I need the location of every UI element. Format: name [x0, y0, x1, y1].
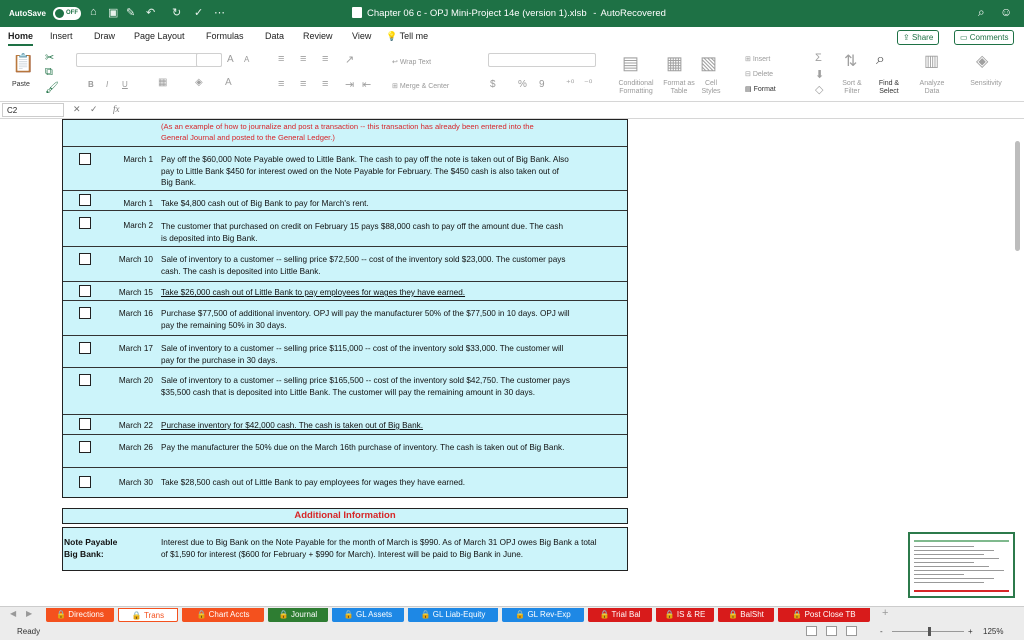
- cell-styles-icon[interactable]: ▧: [700, 53, 718, 73]
- additional-info-heading: Additional Information: [62, 508, 628, 524]
- borders-icon[interactable]: ▦: [158, 77, 168, 88]
- transaction-checkbox[interactable]: [79, 194, 91, 206]
- transaction-checkbox[interactable]: [79, 307, 91, 319]
- paste-label: Paste: [12, 81, 30, 88]
- align-left-icon[interactable]: ≡: [278, 78, 285, 90]
- find-select-icon[interactable]: ⌕: [876, 51, 885, 68]
- merge-center-button[interactable]: ⊞ Merge & Center: [392, 83, 450, 90]
- transaction-checkbox[interactable]: [79, 418, 91, 430]
- file-icon: [352, 7, 362, 18]
- transaction-text: Purchase inventory for $42,000 cash. The cash is taken out of Big Bank.: [161, 421, 424, 430]
- italic-button[interactable]: I: [106, 80, 109, 89]
- ribbon-tabs: [0, 27, 1024, 47]
- sheet-tab-trans[interactable]: 🔒 Trans: [118, 608, 178, 622]
- tab-home[interactable]: Home: [8, 31, 33, 46]
- page-layout-view-icon[interactable]: [826, 626, 837, 636]
- page-break-view-icon[interactable]: [846, 626, 857, 636]
- transaction-date: March 17: [118, 344, 153, 353]
- decrease-decimal-icon[interactable]: ⁻⁰: [584, 78, 593, 88]
- status-ready: Ready: [17, 627, 41, 636]
- table-row: [63, 190, 627, 208]
- transaction-checkbox[interactable]: [79, 253, 91, 265]
- sheet-thumbnail[interactable]: [908, 532, 1015, 598]
- zoom-slider-handle[interactable]: [928, 627, 931, 636]
- format-as-table-icon[interactable]: ▦: [666, 53, 684, 73]
- transaction-date: March 16: [118, 309, 153, 318]
- fill-icon[interactable]: ⬇: [815, 69, 825, 81]
- transaction-checkbox[interactable]: [79, 374, 91, 386]
- cut-icon[interactable]: ✂: [45, 52, 55, 64]
- tab-view[interactable]: View: [352, 31, 372, 41]
- transaction-checkbox[interactable]: [79, 153, 91, 165]
- account-icon[interactable]: ☺: [1000, 5, 1013, 19]
- transaction-text: Sale of inventory to a customer -- selling price $115,000 -- cost of the inventory sold $33,000. The customer will pay for the purchase in 30 days.: [161, 344, 564, 365]
- sort-filter-button[interactable]: Sort & Filter: [842, 80, 862, 95]
- insert-cells-button[interactable]: ⊞ Insert: [745, 56, 771, 63]
- transaction-text: Sale of inventory to a customer -- selling price $165,500 -- cost of the inventory sold $42,750. The customer pays $35,500 cash that is deposited into Little Bank. The customer will pay the remaining amount in 30 days.: [161, 376, 570, 397]
- font-size-select[interactable]: [196, 53, 222, 67]
- transaction-checkbox[interactable]: [79, 217, 91, 229]
- tab-insert[interactable]: Insert: [50, 31, 73, 41]
- sheet-tab-bar: [0, 606, 1024, 622]
- more-icon[interactable]: ⋯: [214, 7, 225, 19]
- analyze-data-button[interactable]: Analyze Data: [919, 80, 945, 95]
- redo-icon[interactable]: ↻: [172, 7, 182, 19]
- delete-cells-button[interactable]: ⊟ Delete: [745, 71, 774, 78]
- tab-draw[interactable]: Draw: [94, 31, 116, 41]
- sheet-tab-balsht[interactable]: 🔒 BalSht: [718, 608, 774, 622]
- sheet-tab-journal[interactable]: 🔒 Journal: [268, 608, 328, 622]
- align-right-icon[interactable]: ≡: [322, 78, 329, 90]
- transaction-checkbox[interactable]: [79, 285, 91, 297]
- normal-view-icon[interactable]: [806, 626, 817, 636]
- document-title: Chapter 06 c - OPJ Mini-Project 14e (version 1).xlsb - AutoRecovered: [352, 7, 666, 19]
- align-middle-icon[interactable]: ≡: [300, 53, 307, 65]
- transaction-text: Take $4,800 cash out of Big Bank to pay for March's rent.: [161, 199, 369, 208]
- autosum-icon[interactable]: Σ: [815, 52, 822, 64]
- title-bar: [0, 0, 1024, 27]
- autorecovered-status[interactable]: AutoRecovered: [600, 8, 666, 19]
- transaction-date: March 10: [118, 255, 153, 264]
- cancel-icon[interactable]: ✕: [73, 104, 81, 114]
- transaction-text: Sale of inventory to a customer -- selling price $72,500 -- cost of the inventory sold $23,000. The customer pays cash. The cash is deposited into Little Bank.: [161, 255, 566, 276]
- ribbon: [0, 47, 1024, 102]
- sheet-tab-is-re[interactable]: 🔒 IS & RE: [656, 608, 714, 622]
- tab-formulas[interactable]: Formulas: [206, 31, 244, 41]
- thumbnail-preview: [910, 534, 1013, 596]
- transaction-checkbox[interactable]: [79, 441, 91, 453]
- transaction-text: Take $26,000 cash out of Little Bank to pay employees for wages they have earned.: [161, 288, 466, 297]
- wrap-text-button[interactable]: ↩ Wrap Text: [392, 59, 432, 66]
- conditional-formatting-icon[interactable]: ▤: [622, 53, 640, 73]
- table-row: [63, 414, 627, 430]
- sheet-tab-gl-rev-exp[interactable]: 🔒 GL Rev-Exp: [502, 608, 584, 622]
- note-payable-text: Interest due to Big Bank on the Note Payable for the month of March is $990. As of March 31 OPJ owes Big Bank a total of $1,590 for interest ($600 for February + $990 for March). Interest will be paid to Big Bank in June.: [161, 538, 597, 559]
- sheet-tab-trial-bal[interactable]: 🔒 Trial Bal: [588, 608, 652, 622]
- indent-icon[interactable]: ⇥: [345, 79, 355, 91]
- align-center-icon[interactable]: ≡: [300, 78, 307, 90]
- name-box[interactable]: C2: [2, 103, 64, 117]
- transaction-date: March 26: [118, 443, 153, 452]
- transaction-date: March 1: [123, 155, 153, 164]
- tab-page-layout[interactable]: Page Layout: [134, 31, 185, 41]
- transaction-date: March 1: [123, 199, 153, 208]
- orientation-icon[interactable]: ↗: [345, 54, 355, 66]
- sheet-tab-chart-accts[interactable]: 🔒 Chart Accts: [182, 608, 264, 622]
- vertical-scrollbar[interactable]: [1015, 141, 1020, 251]
- bold-button[interactable]: B: [88, 80, 94, 89]
- add-sheet-button[interactable]: +: [882, 607, 889, 619]
- currency-button[interactable]: $: [490, 79, 496, 90]
- table-row: [63, 335, 627, 365]
- format-cells-button[interactable]: ▤ Format: [745, 86, 776, 93]
- sheet-tab-gl-assets[interactable]: 🔒 GL Assets: [332, 608, 404, 622]
- underline-button[interactable]: U: [122, 80, 128, 89]
- outdent-icon[interactable]: ⇤: [362, 79, 372, 91]
- format-painter-icon[interactable]: 🖌: [45, 82, 59, 94]
- tab-review[interactable]: Review: [303, 31, 333, 41]
- zoom-in-button[interactable]: +: [968, 627, 973, 636]
- fx-icon[interactable]: fx: [113, 104, 120, 114]
- number-format-select[interactable]: [488, 53, 596, 67]
- transaction-checkbox[interactable]: [79, 476, 91, 488]
- comments-button[interactable]: ▭ Comments: [954, 30, 1014, 45]
- additional-info-panel: [62, 527, 628, 571]
- enter-icon[interactable]: ✓: [90, 104, 98, 114]
- transaction-text: Take $28,500 cash out of Little Bank to pay employees for wages they have earned.: [161, 478, 466, 487]
- table-row: [63, 367, 627, 397]
- spelling-icon[interactable]: ✓: [194, 7, 204, 19]
- cell-styles-button[interactable]: Cell Styles: [701, 80, 721, 95]
- save-icon[interactable]: ▣: [108, 7, 119, 19]
- tell-me[interactable]: 💡 Tell me: [386, 31, 429, 41]
- shrink-font-button[interactable]: A: [244, 55, 250, 64]
- table-row: [63, 210, 627, 243]
- grow-font-button[interactable]: A: [227, 54, 234, 65]
- lightbulb-icon: 💡: [386, 31, 398, 41]
- transactions-panel: [62, 119, 628, 498]
- transaction-text: Pay off the $60,000 Note Payable owed to Little Bank. The cash to pay off the note is taken out of Big Bank. Also pay to Little Bank $450 for interest owed on the Note Payable for February. The $450 cash is also taken out of Big Bank.: [161, 155, 569, 187]
- sheet-tab-gl-liab-equity[interactable]: 🔒 GL Liab-Equity: [408, 608, 498, 622]
- transaction-text: The customer that purchased on credit on February 15 pays $88,000 cash to pay off the amount due. The cash is deposited into Big Bank.: [161, 222, 564, 243]
- example-note: (As an example of how to journalize and post a transaction -- this transaction has already been entered into the General Journal and posted to the General Ledger.): [161, 122, 534, 142]
- transaction-date: March 30: [118, 478, 153, 487]
- percent-button[interactable]: %: [518, 79, 527, 90]
- conditional-formatting-button[interactable]: Conditional Formatting: [618, 80, 654, 95]
- tab-data[interactable]: Data: [265, 31, 285, 41]
- table-row: [63, 281, 627, 297]
- next-sheet-icon[interactable]: ▶: [26, 609, 33, 618]
- sheet-tab-post-close-tb[interactable]: 🔒 Post Close TB: [778, 608, 870, 622]
- sheet-tab-directions[interactable]: 🔒 Directions: [46, 608, 114, 622]
- edit-icon[interactable]: ✎: [126, 7, 136, 19]
- clear-icon[interactable]: ◇: [815, 84, 824, 96]
- note-payable-label: Note Payable Big Bank:: [64, 537, 118, 559]
- formula-bar: [0, 102, 1024, 119]
- transaction-date: March 2: [123, 221, 153, 230]
- transaction-checkbox[interactable]: [79, 342, 91, 354]
- share-button[interactable]: ⇪ Share: [897, 30, 939, 45]
- sensitivity-icon[interactable]: ◈: [976, 53, 989, 70]
- worksheet: [0, 119, 1024, 606]
- increase-decimal-icon[interactable]: ⁺⁰: [566, 78, 575, 88]
- table-row: [63, 246, 627, 276]
- align-bottom-icon[interactable]: ≡: [322, 53, 329, 65]
- undo-icon[interactable]: ↶: [146, 7, 156, 19]
- table-row: [63, 146, 627, 187]
- format-as-table-button[interactable]: Format as Table: [663, 80, 695, 95]
- copy-icon[interactable]: ⧉: [45, 66, 53, 78]
- font-color-icon[interactable]: A: [225, 77, 232, 88]
- status-bar: [0, 622, 1024, 640]
- table-row: [63, 467, 627, 487]
- transaction-date: March 22: [118, 421, 153, 430]
- sensitivity-button[interactable]: Sensitivity: [970, 80, 1002, 87]
- prev-sheet-icon[interactable]: ◀: [10, 609, 17, 618]
- search-icon[interactable]: ⌕: [978, 5, 985, 19]
- paste-icon[interactable]: 📋: [12, 53, 35, 73]
- comma-button[interactable]: 9: [539, 79, 545, 90]
- zoom-level[interactable]: 125%: [983, 627, 1004, 636]
- table-row: [63, 300, 627, 330]
- transaction-text: Pay the manufacturer the 50% due on the March 16th purchase of inventory. The cash is taken out of Big Bank.: [161, 443, 565, 452]
- autosave-label: AutoSave: [9, 9, 46, 18]
- find-select-button[interactable]: Find & Select: [878, 80, 900, 95]
- sort-filter-icon[interactable]: ⇅: [844, 53, 858, 70]
- fill-color-icon[interactable]: ◈: [195, 77, 203, 88]
- analyze-data-icon[interactable]: ▥: [924, 53, 940, 70]
- transaction-date: March 15: [118, 288, 153, 297]
- align-top-icon[interactable]: ≡: [278, 53, 285, 65]
- transaction-date: March 20: [118, 376, 153, 385]
- autosave-toggle[interactable]: OFF: [53, 7, 81, 20]
- table-row: [63, 434, 627, 452]
- transaction-text: Purchase $77,500 of additional inventory. OPJ will pay the manufacturer 50% of the $77,500 in 10 days. OPJ will pay the remaining 50% in 30 days.: [161, 309, 570, 330]
- zoom-out-button[interactable]: -: [880, 627, 883, 636]
- home-icon[interactable]: ⌂: [90, 6, 97, 18]
